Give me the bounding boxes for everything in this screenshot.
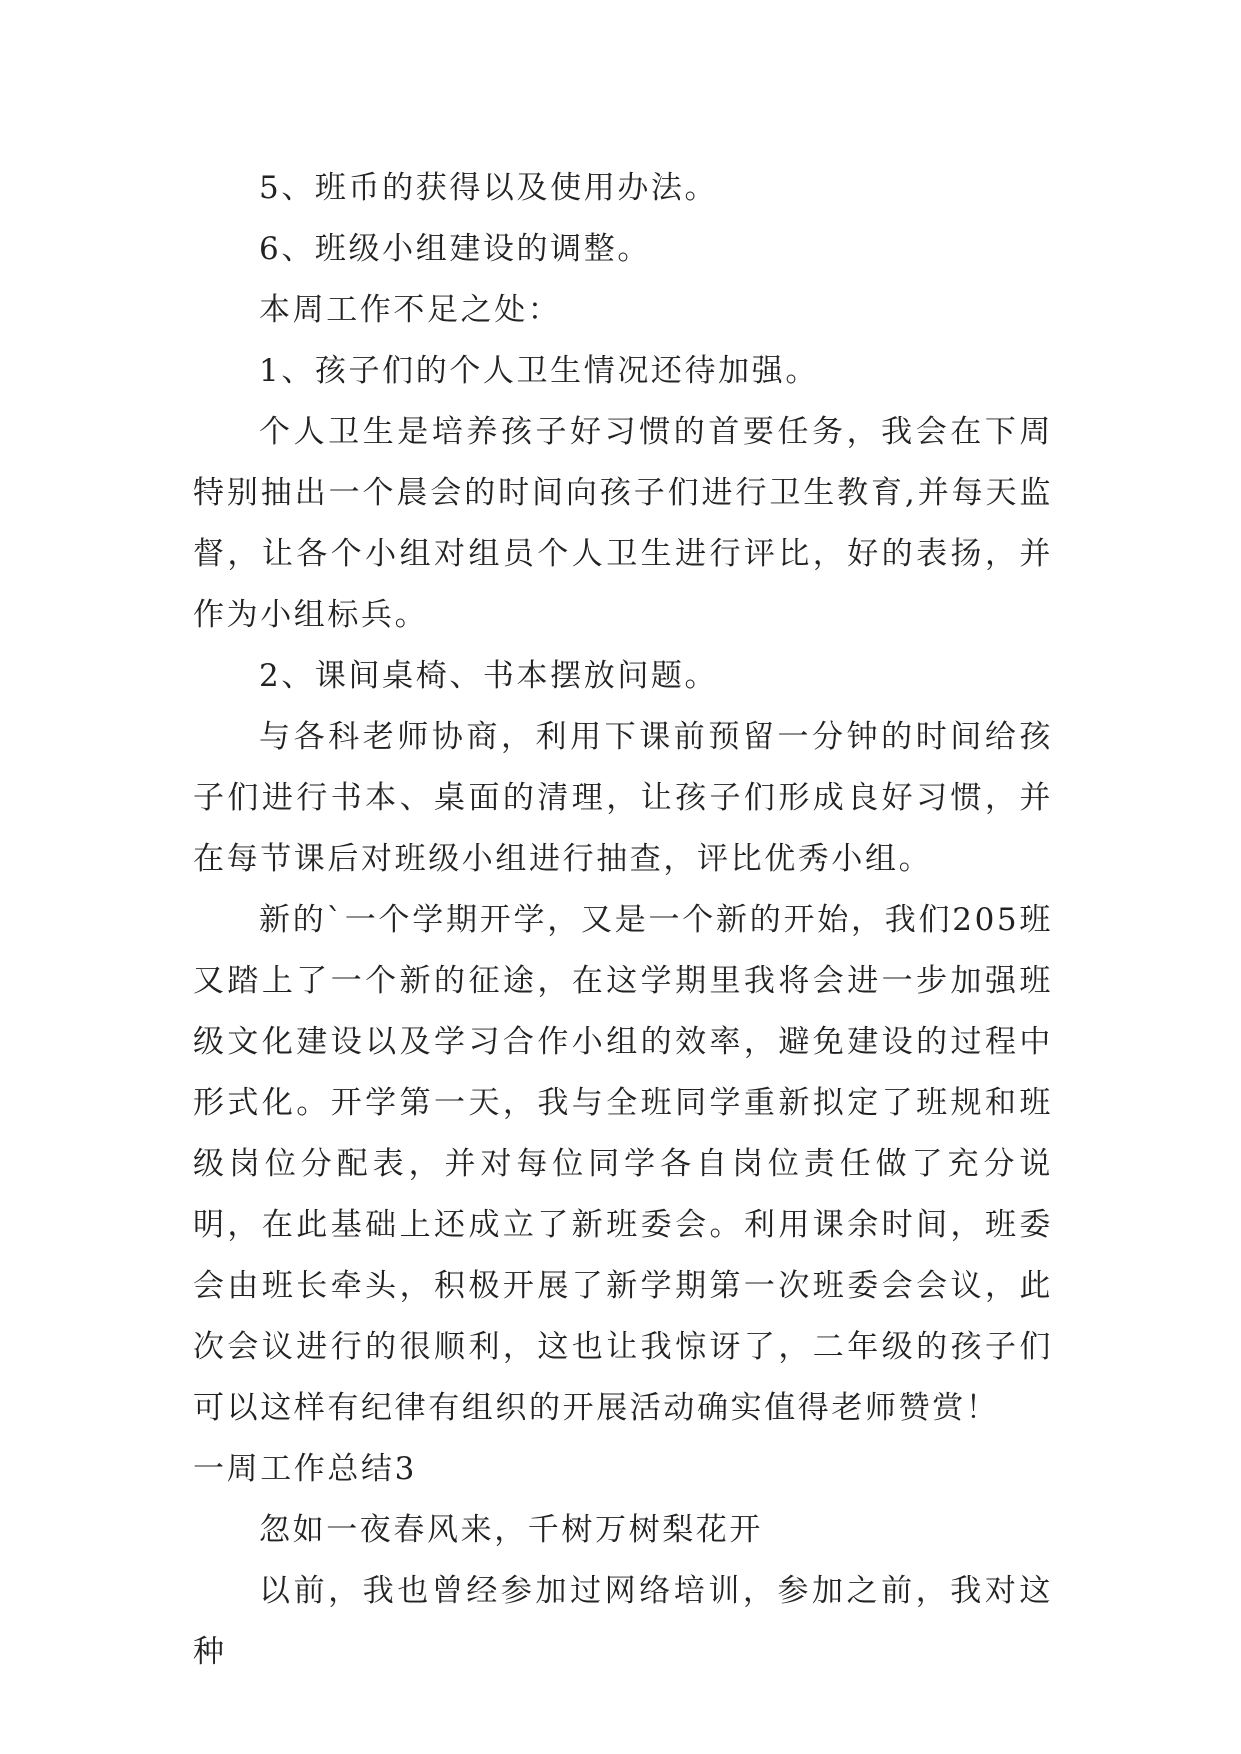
body-paragraph: 个人卫生是培养孩子好习惯的首要任务，我会在下周特别抽出一个晨会的时间向孩子们进行卫生教育,并每天监督，让各个小组对组员个人卫生进行评比，好的表扬，并作为小组标兵。 — [193, 414, 1053, 633]
list-item: 2、课间桌椅、书本摆放问题。 — [259, 658, 719, 694]
body-paragraph: 以前，我也曾经参加过网络培训，参加之前，我对这种 — [193, 1573, 1053, 1670]
body-paragraph: 与各科老师协商，利用下课前预留一分钟的时间给孩子们进行书本、桌面的清理，让孩子们形成良好习惯，并在每节课后对班级小组进行抽查，评比优秀小组。 — [193, 719, 1053, 877]
section-heading: 一周工作总结3 — [193, 1451, 417, 1487]
body-paragraph: 忽如一夜春风来，千树万树梨花开 — [259, 1512, 763, 1548]
list-item: 1、孩子们的个人卫生情况还待加强。 — [259, 353, 819, 389]
section-label: 本周工作不足之处： — [259, 292, 562, 328]
document-page — [193, 158, 1053, 1683]
body-paragraph: 新的`一个学期开学，又是一个新的开始，我们205班又踏上了一个新的征途，在这学期里我将会进一步加强班级文化建设以及学习合作小组的效率，避免建设的过程中形式化。开学第一天，我与全班同学重新拟定了班规和班级岗位分配表，并对每位同学各自岗位责任做了充分说明，在此基础上还成立了新班委会。利用课余时间，班委会由班长牵头，积极开展了新学期第一次班委会会议，此次会议进行的很顺利，这也让我惊讶了，二年级的孩子们可以这样有纪律有组织的开展活动确实值得老师赞赏！ — [193, 902, 1053, 1426]
list-item: 5、班币的获得以及使用办法。 — [259, 170, 719, 206]
list-item: 6、班级小组建设的调整。 — [259, 231, 651, 267]
